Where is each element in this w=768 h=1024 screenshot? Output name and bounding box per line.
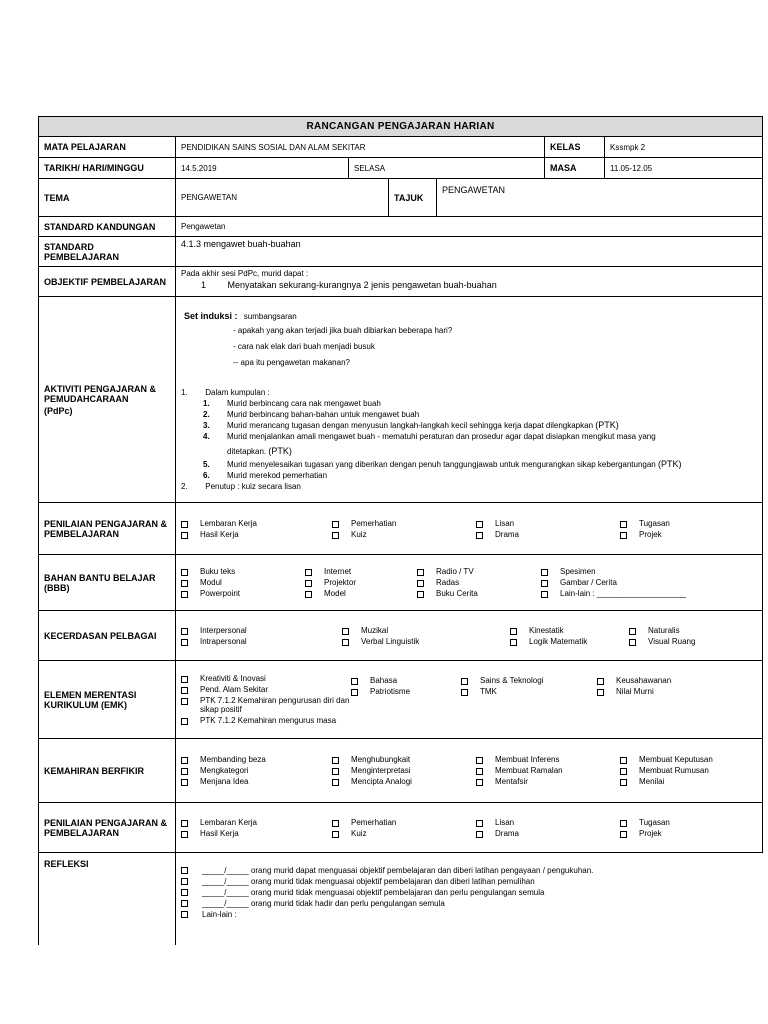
- step1-sublist: [181, 398, 757, 481]
- checkbox-label: Membuat Ramalan: [495, 766, 563, 775]
- checkbox-label: Bahasa: [370, 676, 398, 685]
- checkbox[interactable]: [181, 831, 188, 838]
- checkbox-label: Intrapersonal: [200, 636, 247, 646]
- checkbox[interactable]: [181, 718, 188, 725]
- checkbox[interactable]: [476, 779, 483, 786]
- checkbox[interactable]: [181, 878, 188, 885]
- checkbox-label: Drama: [495, 529, 520, 539]
- penilaian-2-options: [176, 803, 763, 853]
- checkbox-label: Lain-lain : ____________________: [560, 589, 686, 598]
- checkbox-label: Mengkategori: [200, 766, 249, 775]
- checkbox-label: Membuat Rumusan: [639, 766, 709, 775]
- aktiviti-label-2: PEMUDAHCARAAN: [44, 393, 129, 404]
- checkbox-label: Patriotisme: [370, 687, 411, 696]
- kecerdasan-option[interactable]: [342, 626, 504, 635]
- penilaian-1-options: [176, 503, 763, 555]
- label-objektif: OBJEKTIF PEMBELAJARAN: [39, 267, 176, 297]
- lesson-plan-table: [38, 116, 763, 945]
- label-penilaian-1: PENILAIAN PENGAJARAN & PEMBELAJARAN: [39, 503, 176, 555]
- checkbox-label: Projek: [639, 529, 662, 539]
- checkbox-label: PTK 7.1.2 Kemahiran mengurus masa: [200, 716, 337, 725]
- checkbox[interactable]: [332, 768, 339, 775]
- penilaian-option[interactable]: [476, 530, 614, 539]
- refleksi-option[interactable]: [181, 865, 758, 876]
- penilaian-option[interactable]: [332, 519, 470, 528]
- penilaian-option[interactable]: [332, 818, 470, 827]
- bbb-option[interactable]: [541, 589, 741, 598]
- checkbox[interactable]: [181, 676, 188, 683]
- checkbox-label: Pend. Alam Sekitar: [200, 685, 269, 694]
- checkbox[interactable]: [620, 757, 627, 764]
- step1-num: 1.: [181, 388, 188, 397]
- checkbox-label: Menjana Idea: [200, 777, 249, 786]
- label-standard-kandungan: STANDARD KANDUNGAN: [39, 217, 176, 237]
- checkbox-label: Radio / TV: [436, 567, 474, 576]
- value-tema: PENGAWETAN: [176, 179, 389, 217]
- kemahiran-options: [176, 739, 763, 803]
- checkbox[interactable]: [541, 569, 548, 576]
- checkbox[interactable]: [620, 532, 627, 539]
- label-masa: MASA: [545, 158, 605, 179]
- emk-option[interactable]: [461, 687, 597, 696]
- checkbox-label: Spesimen: [560, 567, 596, 576]
- induksi-line: - cara nak elak dari buah menjadi busuk: [233, 342, 375, 351]
- checkbox[interactable]: [181, 591, 188, 598]
- checkbox-label: Membuat Inferens: [495, 755, 560, 764]
- checkbox[interactable]: [181, 521, 188, 528]
- objektif-text: Menyatakan sekurang-kurangnya 2 jenis pengawetan buah-buahan: [227, 280, 497, 290]
- checkbox[interactable]: [461, 689, 468, 696]
- checkbox-label: Tugasan: [639, 518, 670, 528]
- kemahiran-option[interactable]: [332, 777, 470, 786]
- label-penilaian-2: PENILAIAN PENGAJARAN & PEMBELAJARAN: [39, 803, 176, 853]
- induksi-line: -- apa itu pengawetan makanan?: [233, 358, 350, 367]
- induksi-line: - apakah yang akan terjadi jika buah dibiarkan beberapa hari?: [233, 326, 453, 335]
- step1-text: Dalam kumpulan :: [205, 388, 270, 397]
- emk-option[interactable]: [597, 687, 707, 696]
- label-tajuk: TAJUK: [389, 179, 437, 217]
- checkbox-label: Verbal Linguistik: [361, 636, 420, 646]
- value-masa: 11.05-12.05: [605, 158, 763, 179]
- checkbox-label: PTK 7.1.2 Kemahiran pengurusan diri dan sikap positif: [200, 696, 350, 714]
- objektif-intro: Pada akhir sesi PdPc, murid dapat :: [181, 269, 309, 278]
- value-mata-pelajaran: PENDIDIKAN SAINS SOSIAL DAN ALAM SEKITAR: [176, 137, 545, 158]
- checkbox[interactable]: [620, 779, 627, 786]
- checkbox[interactable]: [620, 768, 627, 775]
- checkbox[interactable]: [181, 687, 188, 694]
- kecerdasan-option[interactable]: [181, 626, 336, 635]
- checkbox[interactable]: [541, 591, 548, 598]
- checkbox-label: Projek: [639, 828, 662, 838]
- checkbox-label: Kuiz: [351, 529, 367, 539]
- emk-option[interactable]: [351, 676, 461, 685]
- checkbox[interactable]: [620, 831, 627, 838]
- checkbox[interactable]: [181, 569, 188, 576]
- label-emk: ELEMEN MERENTASI KURIKULUM (EMK): [39, 661, 176, 739]
- penilaian-option[interactable]: [181, 519, 326, 528]
- checkbox-label: Mencipta Analogi: [351, 777, 412, 786]
- label-aktiviti: [39, 297, 176, 503]
- checkbox-label: Projektor: [324, 578, 357, 587]
- value-standard-pembelajaran: 4.1.3 mengawet buah-buahan: [176, 237, 763, 267]
- checkbox[interactable]: [629, 628, 636, 635]
- kecerdasan-options: [176, 611, 763, 661]
- label-tarikh: TARIKH/ HARI/MINGGU: [39, 158, 176, 179]
- checkbox[interactable]: [181, 580, 188, 587]
- emk-option[interactable]: [181, 685, 351, 694]
- checkbox-label: Tugasan: [639, 817, 670, 827]
- list-item: 1. Murid berbincang cara nak mengawet buah: [203, 399, 381, 408]
- checkbox[interactable]: [597, 678, 604, 685]
- checkbox-label: Buku teks: [200, 567, 236, 576]
- label-kecerdasan: KECERDASAN PELBAGAI: [39, 611, 176, 661]
- checkbox-label: Hasil Kerja: [200, 529, 239, 539]
- label-bbb: BAHAN BANTU BELAJAR (BBB): [39, 555, 176, 611]
- checkbox-label: Logik Matematik: [529, 636, 588, 646]
- checkbox-label: Keusahawanan: [616, 676, 672, 685]
- page-title: RANCANGAN PENGAJARAN HARIAN: [39, 117, 763, 137]
- label-kelas: KELAS: [545, 137, 605, 158]
- bbb-options: [176, 555, 763, 611]
- checkbox[interactable]: [597, 689, 604, 696]
- checkbox[interactable]: [332, 521, 339, 528]
- checkbox-label: TMK: [480, 687, 497, 696]
- step2-text: Penutup : kuiz secara lisan: [205, 482, 301, 491]
- emk-option[interactable]: [181, 716, 351, 725]
- bbb-option[interactable]: [541, 567, 741, 576]
- checkbox[interactable]: [181, 911, 188, 918]
- refleksi-option[interactable]: [181, 898, 758, 909]
- kemahiran-option[interactable]: [332, 755, 470, 764]
- checkbox[interactable]: [629, 639, 636, 646]
- list-item: 2. Murid berbincang bahan-bahan untuk mengawet buah: [203, 410, 420, 419]
- label-refleksi: REFLEKSI: [39, 853, 176, 945]
- checkbox-label: Lembaran Kerja: [200, 817, 257, 827]
- label-standard-pembelajaran: STANDARD PEMBELAJARAN: [39, 237, 176, 267]
- checkbox[interactable]: [417, 580, 424, 587]
- kemahiran-option[interactable]: [476, 766, 614, 775]
- checkbox[interactable]: [541, 580, 548, 587]
- kecerdasan-option[interactable]: [181, 637, 336, 646]
- checkbox[interactable]: [181, 628, 188, 635]
- penilaian-option[interactable]: [181, 818, 326, 827]
- checkbox[interactable]: [181, 532, 188, 539]
- checkbox[interactable]: [510, 628, 517, 635]
- refleksi-option[interactable]: [181, 887, 758, 898]
- label-mata-pelajaran: MATA PELAJARAN: [39, 137, 176, 158]
- bbb-option[interactable]: [181, 567, 299, 576]
- checkbox[interactable]: [476, 521, 483, 528]
- checkbox-label: Kuiz: [351, 828, 367, 838]
- checkbox-label: _____/_____ orang murid tidak menguasai objektif pembelajaran dan diberi latihan pemulihan: [202, 877, 535, 886]
- checkbox-label: Lembaran Kerja: [200, 518, 257, 528]
- checkbox[interactable]: [181, 820, 188, 827]
- checkbox-label: Radas: [436, 578, 460, 587]
- penilaian-option[interactable]: [476, 829, 614, 838]
- checkbox-label: Model: [324, 589, 346, 598]
- checkbox-label: Modul: [200, 578, 222, 587]
- sub4-ptk: (PTK): [268, 446, 292, 456]
- emk-option[interactable]: [181, 674, 351, 683]
- kemahiran-option[interactable]: [332, 766, 470, 775]
- penilaian-option[interactable]: [620, 530, 740, 539]
- kemahiran-option[interactable]: [181, 755, 326, 764]
- list-item: 3. Murid merancang tugasan dengan menyusun langkah-langkah kecil sehingga kerja dapat dilengkapkan (PTK): [203, 420, 619, 430]
- kecerdasan-option[interactable]: [629, 626, 739, 635]
- checkbox[interactable]: [620, 521, 627, 528]
- checkbox[interactable]: [476, 820, 483, 827]
- kecerdasan-option[interactable]: [629, 637, 739, 646]
- refleksi-option[interactable]: [181, 876, 758, 887]
- list-item: 5. Murid menyelesaikan tugasan yang diberikan dengan penuh tanggungjawab untuk mengurangkan sikap kebergantungan (PTK): [203, 459, 682, 469]
- checkbox[interactable]: [181, 779, 188, 786]
- checkbox-label: Buku Cerita: [436, 589, 478, 598]
- value-day: SELASA: [349, 158, 545, 179]
- emk-options: [176, 661, 763, 739]
- checkbox[interactable]: [476, 757, 483, 764]
- aktiviti-label-3: (PdPc): [44, 405, 73, 416]
- emk-option[interactable]: [597, 676, 707, 685]
- emk-option[interactable]: [181, 696, 351, 714]
- list-item: 6. Murid merekod pemerhatian: [203, 471, 328, 480]
- label-tema: TEMA: [39, 179, 176, 217]
- objektif-cell: [176, 267, 763, 297]
- bbb-option[interactable]: [305, 567, 411, 576]
- checkbox[interactable]: [332, 779, 339, 786]
- checkbox-label: Menilai: [639, 777, 665, 786]
- penilaian-option[interactable]: [620, 519, 740, 528]
- checkbox[interactable]: [332, 831, 339, 838]
- value-date: 14.5.2019: [176, 158, 349, 179]
- aktiviti-label-1: AKTIVITI PENGAJARAN &: [44, 383, 157, 394]
- bbb-option[interactable]: [417, 567, 535, 576]
- value-tajuk: PENGAWETAN: [437, 179, 763, 217]
- bbb-option[interactable]: [181, 589, 299, 598]
- checkbox-label: _____/_____ orang murid tidak hadir dan perlu pengulangan semula: [202, 899, 445, 908]
- checkbox[interactable]: [342, 628, 349, 635]
- checkbox-label: Internet: [324, 567, 352, 576]
- penilaian-option[interactable]: [181, 829, 326, 838]
- checkbox[interactable]: [181, 639, 188, 646]
- checkbox-label: Interpersonal: [200, 625, 247, 635]
- checkbox-label: _____/_____ orang murid dapat menguasai objektif pembelajaran dan diberi latihan pengayaan / pengukuhan.: [202, 866, 594, 875]
- induksi-lines: [181, 323, 757, 371]
- checkbox-label: Nilai Murni: [616, 687, 654, 696]
- penilaian-option[interactable]: [620, 829, 740, 838]
- refleksi-option[interactable]: [181, 909, 758, 920]
- checkbox-label: Sains & Teknologi: [480, 676, 544, 685]
- penilaian-option[interactable]: [620, 818, 740, 827]
- list-item: 4. Murid menjalankan amali mengawet buah - mematuhi peraturan dan prosedur agar dapat disiapkan mengikut masa yang: [203, 432, 656, 441]
- emk-option[interactable]: [351, 687, 461, 696]
- penilaian-option[interactable]: [181, 530, 326, 539]
- checkbox[interactable]: [342, 639, 349, 646]
- bbb-option[interactable]: [305, 589, 411, 598]
- kemahiran-option[interactable]: [181, 777, 326, 786]
- checkbox[interactable]: [461, 678, 468, 685]
- checkbox[interactable]: [510, 639, 517, 646]
- checkbox-label: _____/_____ orang murid tidak menguasai objektif pembelajaran dan perlu pengulangan semula: [202, 888, 545, 897]
- checkbox-label: Lisan: [495, 817, 515, 827]
- checkbox-label: Membuat Keputusan: [639, 755, 713, 764]
- checkbox[interactable]: [476, 532, 483, 539]
- kemahiran-option[interactable]: [620, 766, 740, 775]
- checkbox[interactable]: [305, 591, 312, 598]
- kecerdasan-option[interactable]: [510, 637, 623, 646]
- checkbox[interactable]: [417, 569, 424, 576]
- penilaian-option[interactable]: [332, 829, 470, 838]
- checkbox-label: Muzikal: [361, 625, 389, 635]
- step2-num: 2.: [181, 482, 188, 491]
- label-kemahiran: KEMAHIRAN BERFIKIR: [39, 739, 176, 803]
- checkbox[interactable]: [476, 831, 483, 838]
- checkbox-label: Hasil Kerja: [200, 828, 239, 838]
- checkbox[interactable]: [181, 768, 188, 775]
- checkbox[interactable]: [476, 768, 483, 775]
- bbb-option[interactable]: [417, 578, 535, 587]
- checkbox-label: Kinestatik: [529, 625, 564, 635]
- checkbox-label: Pemerhatian: [351, 518, 397, 528]
- set-induksi-label: Set induksi :: [184, 311, 238, 321]
- objektif-num: 1: [201, 280, 207, 290]
- penilaian-option[interactable]: [476, 818, 614, 827]
- kemahiran-option[interactable]: [620, 755, 740, 764]
- checkbox-label: Visual Ruang: [648, 636, 696, 646]
- checkbox-label: Menginterpretasi: [351, 766, 411, 775]
- checkbox[interactable]: [181, 867, 188, 874]
- bbb-option[interactable]: [541, 578, 741, 587]
- aktiviti-cell: [176, 297, 763, 503]
- checkbox-label: Mentafsir: [495, 777, 528, 786]
- bbb-option[interactable]: [417, 589, 535, 598]
- sub4-cont: ditetapkan.: [227, 447, 267, 456]
- checkbox-label: Kreativiti & Inovasi: [200, 674, 266, 683]
- checkbox[interactable]: [620, 820, 627, 827]
- checkbox[interactable]: [332, 757, 339, 764]
- checkbox[interactable]: [305, 580, 312, 587]
- checkbox[interactable]: [417, 591, 424, 598]
- checkbox-label: Membanding beza: [200, 755, 266, 764]
- checkbox[interactable]: [181, 889, 188, 896]
- penilaian-option[interactable]: [332, 530, 470, 539]
- refleksi-cell: [176, 853, 763, 945]
- checkbox-label: Drama: [495, 828, 520, 838]
- kecerdasan-option[interactable]: [510, 626, 623, 635]
- value-kelas: Kssmpk 2: [605, 137, 763, 158]
- checkbox-label: Gambar / Cerita: [560, 578, 617, 587]
- checkbox[interactable]: [332, 532, 339, 539]
- bbb-option[interactable]: [305, 578, 411, 587]
- set-induksi-text: sumbangsaran: [243, 312, 297, 321]
- checkbox[interactable]: [181, 757, 188, 764]
- checkbox[interactable]: [305, 569, 312, 576]
- checkbox-label: Lain-lain :: [202, 910, 237, 919]
- checkbox[interactable]: [351, 678, 358, 685]
- kecerdasan-option[interactable]: [342, 637, 504, 646]
- checkbox[interactable]: [351, 689, 358, 696]
- kemahiran-option[interactable]: [181, 766, 326, 775]
- emk-option[interactable]: [461, 676, 597, 685]
- checkbox[interactable]: [181, 900, 188, 907]
- checkbox-label: Powerpoint: [200, 589, 241, 598]
- checkbox-label: Menghubungkait: [351, 755, 411, 764]
- kemahiran-option[interactable]: [476, 777, 614, 786]
- kemahiran-option[interactable]: [476, 755, 614, 764]
- checkbox[interactable]: [181, 698, 188, 705]
- value-standard-kandungan: Pengawetan: [176, 217, 763, 237]
- checkbox-label: Pemerhatian: [351, 817, 397, 827]
- bbb-option[interactable]: [181, 578, 299, 587]
- checkbox-label: Naturalis: [648, 625, 680, 635]
- checkbox[interactable]: [332, 820, 339, 827]
- penilaian-option[interactable]: [476, 519, 614, 528]
- checkbox-label: Lisan: [495, 518, 515, 528]
- kemahiran-option[interactable]: [620, 777, 740, 786]
